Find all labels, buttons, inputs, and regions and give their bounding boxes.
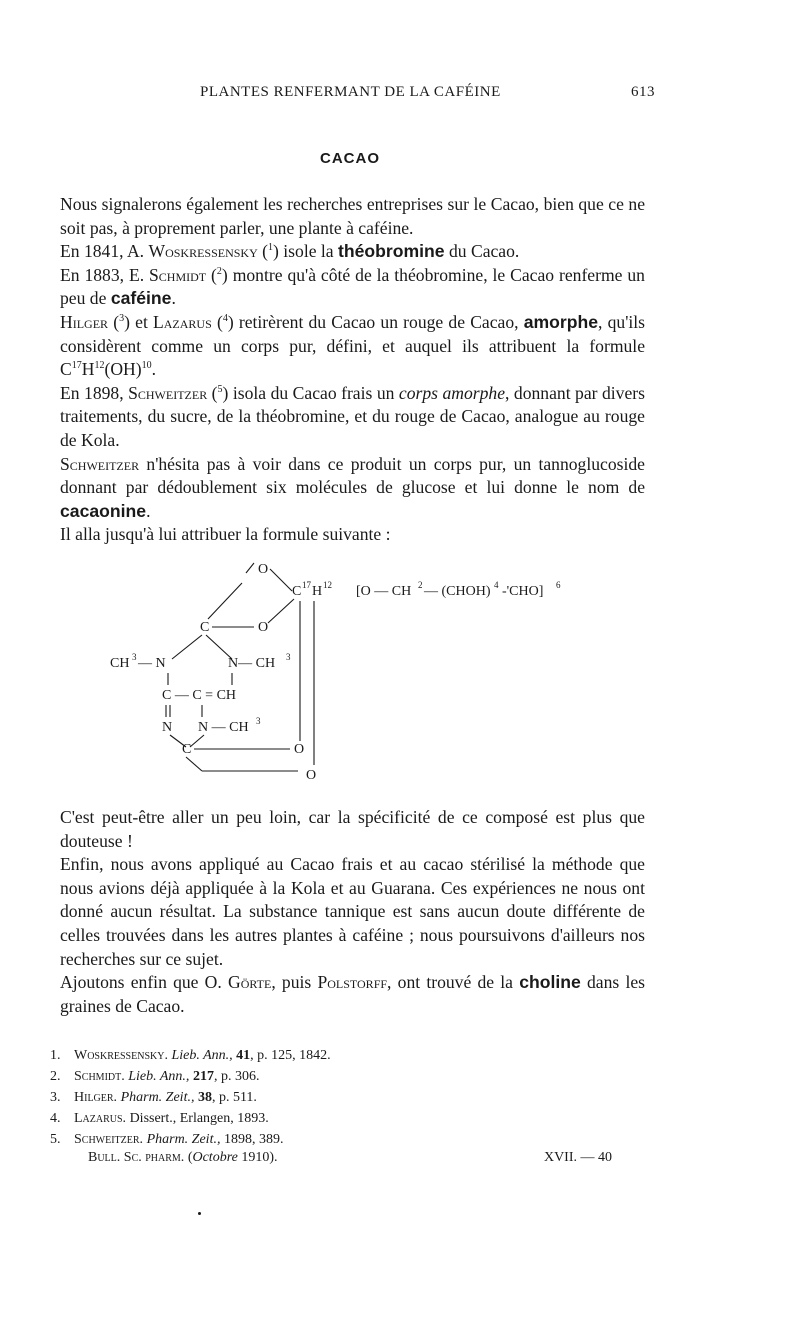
- footer-signature: XVII. — 40: [543, 1150, 612, 1165]
- page-number: 613: [631, 84, 655, 100]
- footer-journal: Bull. Sc. pharm. (Octobre 1910).: [88, 1150, 278, 1165]
- footnotes: [50, 1045, 650, 1150]
- svg-text:2: 2: [418, 580, 423, 590]
- footnote: 2. Schmidt. Lieb. Ann., 217, p. 306.: [50, 1069, 260, 1084]
- bold-term: choline: [519, 972, 581, 993]
- formula-n-left: — N: [138, 656, 166, 671]
- chemical-formula: [110, 555, 610, 795]
- author-name: Schweitzer: [128, 382, 208, 403]
- footnote: 4. Lazarus. Dissert., Erlangen, 1893.: [50, 1111, 269, 1126]
- svg-text:17: 17: [302, 580, 311, 590]
- svg-text:6: 6: [556, 580, 561, 590]
- formula-row-c: C — C = CH: [162, 688, 237, 703]
- bond: [208, 583, 242, 619]
- paragraph-6: Schweitzer n'hésita pas à voir dans ce produit un corps pur, un tannoglucoside donnant par dédoublement six molécules de glucose et lui donne le nom de cacaonine.: [60, 453, 645, 521]
- svg-text:— (CHOH): — (CHOH): [424, 584, 491, 599]
- formula-n-right: N— CH: [228, 656, 276, 671]
- svg-text:3: 3: [256, 716, 261, 726]
- paragraph-1: Nous signalerons également les recherches entreprises sur le Cacao, bien que ce ne soit pas, à proprement parler, une plante à caféine.: [60, 194, 645, 238]
- formula-c-bottom: C: [182, 742, 192, 757]
- formula-o-bottom-1: O: [294, 742, 305, 757]
- paragraph-10: Ajoutons enfin que O. Görte, puis Polstorff, ont trouvé de la choline dans les graines de Cacao.: [60, 972, 645, 1016]
- footnote: 1. Woskressensky. Lieb. Ann., 41, p. 125, 1842.: [50, 1048, 331, 1063]
- formula-o-ring: O: [258, 620, 269, 635]
- author-name: Woskressensky: [148, 241, 258, 262]
- svg-text:-'CHO]: -'CHO]: [502, 584, 544, 599]
- author-name: Schweitzer: [60, 453, 140, 474]
- bond: [268, 599, 294, 623]
- paragraph-4: Hilger ($^3$) et Lazarus ($^4$) retirèrent du Cacao un rouge de Cacao, amorphe, qu'ils considèrent comme un corps pur, défini, et auquel ils attribuent la formule $C^{17}H^{12}(OH)^{10}$.: [60, 311, 646, 380]
- paragraph-8: C'est peut-être aller un peu loin, car la spécificité de ce composé est plus que douteuse !: [60, 807, 645, 851]
- formula-h12: H: [312, 584, 323, 599]
- bond: [190, 735, 204, 747]
- bond: [246, 563, 254, 573]
- formula-chain: [O — CH: [356, 584, 412, 599]
- formula-c17: C: [292, 584, 302, 599]
- formula-o-bottom-2: O: [306, 768, 317, 783]
- footnote-ref: 5: [217, 383, 223, 395]
- print-speck: [198, 1212, 201, 1215]
- paragraph-3: En 1883, E. Schmidt ($^2$) montre qu'à côté de la théobromine, le Cacao renferme un peu de caféine.: [60, 264, 645, 309]
- paragraph-9: Enfin, nous avons appliqué au Cacao frais et au cacao stérilisé la méthode que nous avions déjà appliquée à la Kola et au Guarana. Ces expériences ne nous ont donné aucun résultat. La substance tannique est sans aucun doute différente de celles trouvées dans les autres plantes à caféine ; nous poursuivons d'ailleurs nos recherches sur ce sujet.: [60, 854, 645, 969]
- footnote-ref: 1: [268, 242, 274, 254]
- bold-term: théobromine: [338, 241, 445, 262]
- body-text-top: [60, 193, 645, 547]
- footnote: 5. Schweitzer. Pharm. Zeit., 1898, 389.: [50, 1132, 284, 1147]
- formula-c-left: C: [200, 620, 210, 635]
- bold-term: amorphe: [523, 311, 599, 332]
- bond: [270, 569, 292, 591]
- paragraph-2: En 1841, A. Woskressensky ($^1$) isole la théobromine du Cacao.: [60, 241, 520, 262]
- svg-text:3: 3: [286, 652, 291, 662]
- footnote: 3. Hilger. Pharm. Zeit., 38, p. 511.: [50, 1090, 257, 1105]
- italic-term: corps amorphe: [398, 382, 506, 403]
- author-name: Hilger: [60, 311, 109, 332]
- paragraph-5: En 1898, Schweitzer ($^5$) isola du Cacao frais un corps amorphe, donnant par divers traitements, du sucre, de la théobromine, et du rouge de Cacao, analogue au rouge de Kola.: [60, 382, 645, 450]
- footnote-ref: 3: [119, 313, 125, 325]
- paragraph-7: Il alla jusqu'à lui attribuer la formule suivante :: [60, 524, 391, 545]
- body-text-bottom: [60, 806, 645, 1018]
- section-title: CACAO: [320, 150, 380, 167]
- author-name: Polstorff: [317, 972, 388, 993]
- footnote-ref: 2: [216, 265, 222, 277]
- header-title: PLANTES RENFERMANT DE LA CAFÉINE: [200, 84, 501, 100]
- bond: [172, 635, 202, 659]
- author-name: Lazarus: [153, 311, 212, 332]
- formula-n-bottom-left: N: [162, 720, 173, 735]
- bond: [186, 757, 202, 771]
- bold-term: cacaonine: [60, 500, 147, 521]
- svg-text:12: 12: [323, 580, 332, 590]
- formula-ch3-left: CH: [110, 656, 130, 671]
- svg-text:4: 4: [494, 580, 499, 590]
- author-name: Görte: [227, 972, 272, 993]
- formula-o-top: O: [258, 562, 269, 577]
- author-name: Schmidt: [149, 264, 207, 285]
- footnote-ref: 4: [222, 313, 228, 325]
- bold-term: caféine: [110, 288, 172, 309]
- formula-n-bottom-right: N — CH: [198, 720, 249, 735]
- svg-text:3: 3: [132, 652, 137, 662]
